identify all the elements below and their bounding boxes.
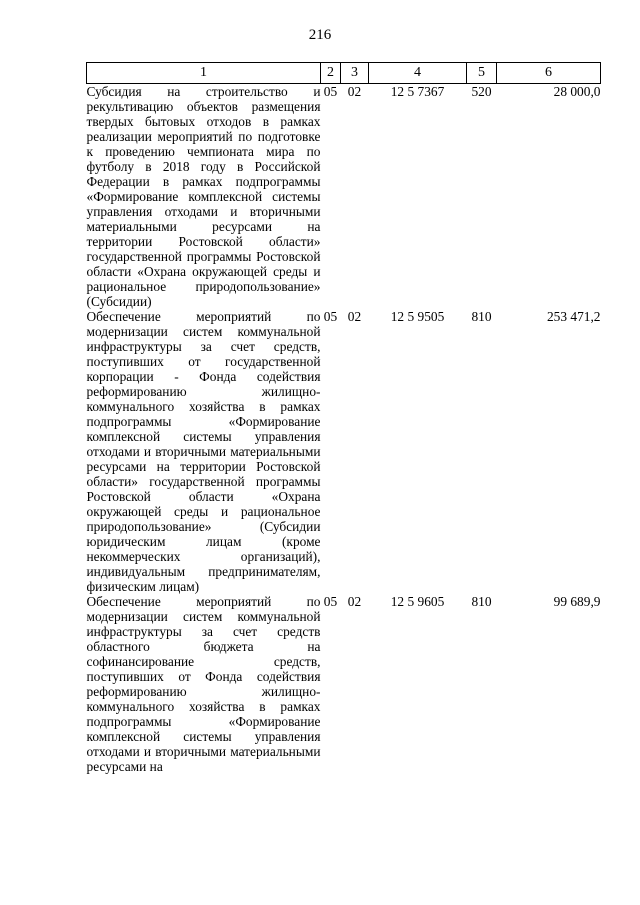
row-section-code: 05 <box>323 309 338 324</box>
table-row <box>87 309 601 594</box>
row-subsection-code: 02 <box>347 309 362 324</box>
table-header-row <box>87 63 601 84</box>
row-target-article: 12 5 7367 <box>390 84 445 99</box>
column-header-3: 3 <box>341 63 369 84</box>
row-subsection-code: 02 <box>347 594 362 609</box>
column-header-2: 2 <box>321 63 341 84</box>
row-section-code: 05 <box>323 594 338 609</box>
column-header-5: 5 <box>467 63 497 84</box>
row-expense-type: 520 <box>471 84 492 99</box>
row-target-article: 12 5 9505 <box>390 309 445 324</box>
table-row <box>87 594 601 774</box>
row-target-article: 12 5 9605 <box>390 594 445 609</box>
row-description: Субсидия на строительство и рекультивацию объектов размещения твердых бытовых отходов в рамках реализации мероприятий по подготовке к проведению чемпионата мира по футболу в 2018 году в Российской Федерации в рамках подпрограммы «Формирование комплексной системы управления отходами и вторичными материальными ресурсами на территории Ростовской области» государственной программы Ростовской области «Охрана окружающей среды и рациональное природопользование» (Субсидии) <box>86 84 321 309</box>
row-subsection-code: 02 <box>347 84 362 99</box>
row-section-code: 05 <box>323 84 338 99</box>
row-amount: 99 689,9 <box>553 594 601 609</box>
row-expense-type: 810 <box>471 309 492 324</box>
table-row <box>87 84 601 310</box>
row-amount: 253 471,2 <box>546 309 601 324</box>
column-header-4: 4 <box>369 63 467 84</box>
row-description: Обеспечение мероприятий по модернизации систем коммунальной инфраструктуры за счет средств областного бюджета на софинансирование средств, поступивших от Фонда содействия реформированию жилищно-коммунального хозяйства в рамках подпрограммы «Формирование комплексной системы управления отходами и вторичными материальными ресурсами на <box>86 594 321 774</box>
row-description: Обеспечение мероприятий по модернизации систем коммунальной инфраструктуры за счет средств, поступивших от государственной корпорации - Фонда содействия реформированию жилищно-коммунального хозяйства в рамках подпрограммы «Формирование комплексной системы управления отходами и вторичными материальными ресурсами на территории Ростовской области» государственной программы Ростовской области «Охрана окружающей среды и рациональное природопользование» (Субсидии юридическим лицам (кроме некоммерческих организаций), индивидуальным предпринимателям, физическим лицам) <box>86 309 321 594</box>
budget-table <box>86 62 601 774</box>
column-header-6: 6 <box>497 63 601 84</box>
row-amount: 28 000,0 <box>553 84 601 99</box>
page-number: 216 <box>308 27 332 43</box>
row-expense-type: 810 <box>471 594 492 609</box>
column-header-1: 1 <box>87 63 321 84</box>
